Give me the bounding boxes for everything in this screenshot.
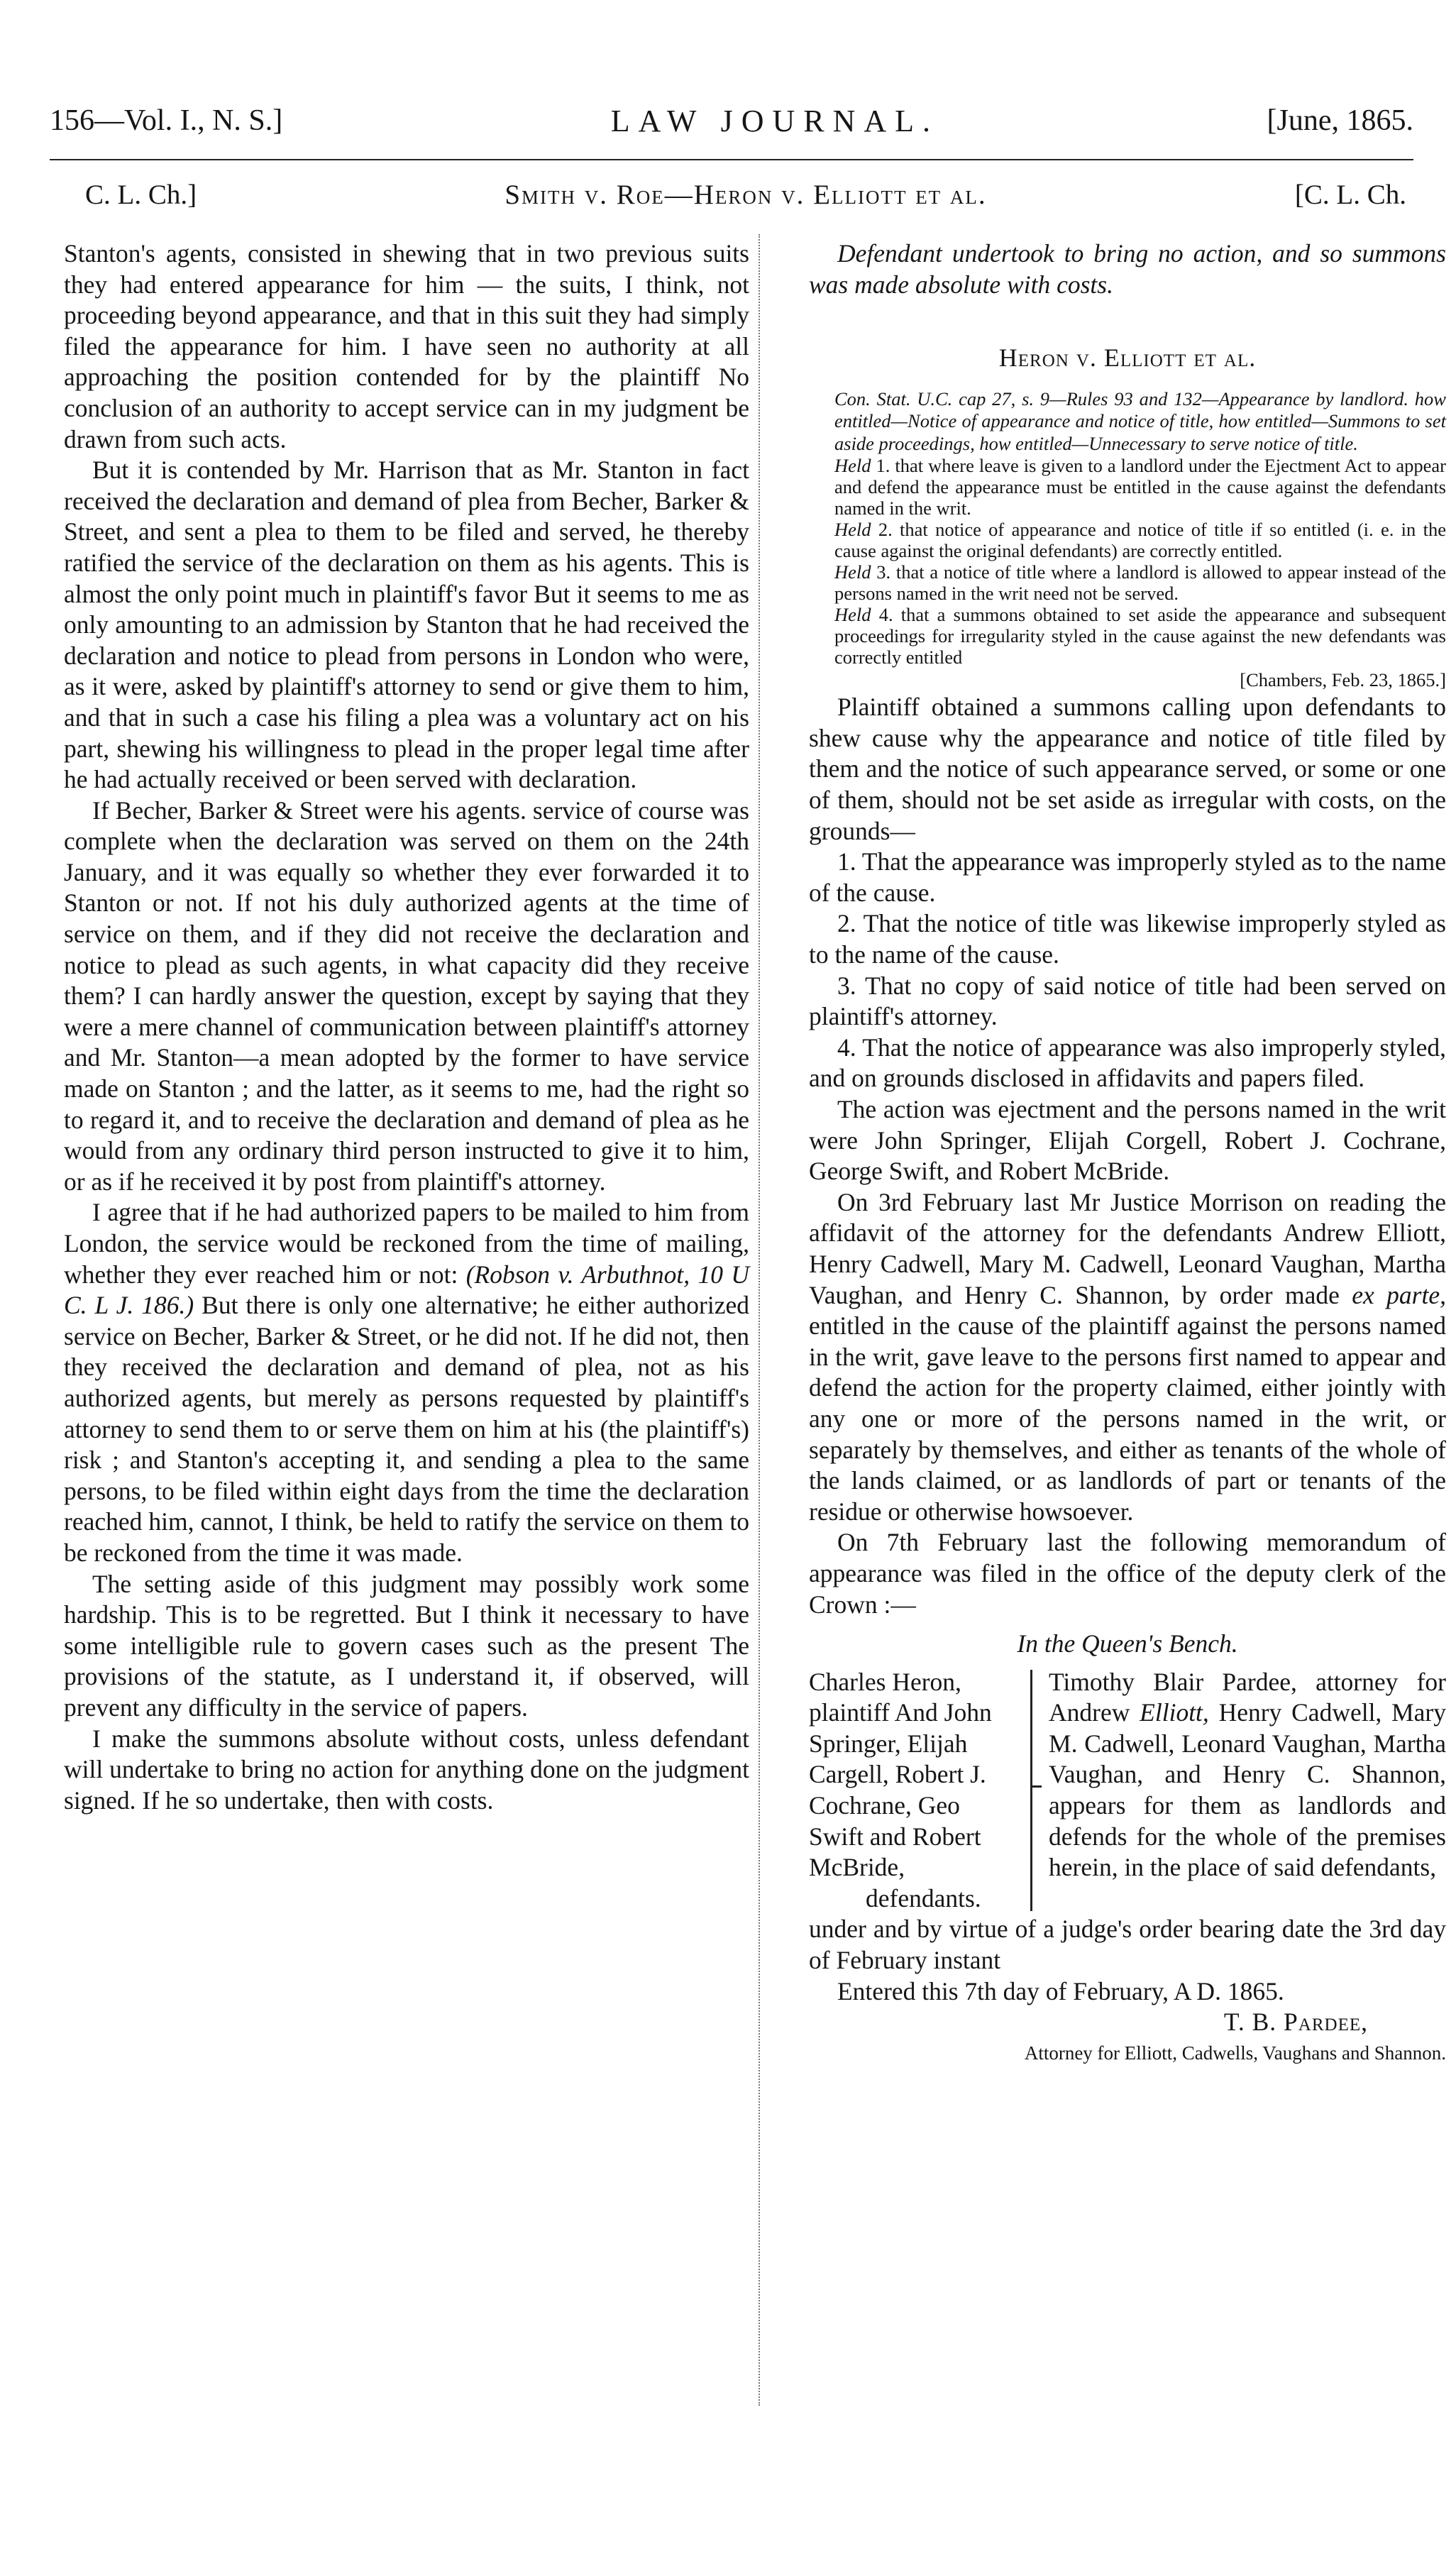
parties-text: Charles Heron, plaintiff And John Springer, Elijah Cargell, Robert J. Cochrane, Geo Swift and Robert McBride, [809, 1667, 992, 1882]
paragraph [64, 1197, 749, 1568]
paragraph [809, 1187, 1446, 1528]
paragraph: Plaintiff obtained a summons calling upon defendants to shew cause why the appearance and notice of title filed by them and the notice of such appearance served, or some or one of them, should not be set aside as irregular with costs, on the grounds— [809, 693, 1446, 845]
issue-date: [June, 1865. [1267, 104, 1413, 137]
holding [809, 604, 1446, 668]
court-name: In the Queen's Bench. [1017, 1629, 1238, 1658]
running-head [50, 98, 1413, 143]
entered-line: Entered this 7th day of February, A D. 1865. [837, 1976, 1284, 2005]
left-column [64, 238, 749, 1816]
journal-title: LAW JOURNAL. [610, 103, 939, 138]
holding-text: 1. that where leave is given to a landlord under the Ejectment Act to appear and defend the appearance must be entitled in the cause against the defendants named in the writ. [834, 455, 1447, 519]
paragraph: The action was ejectment and the persons named in the writ were John Springer, Elijah Corgell, Robert J. Cochrane, George Swift, and Robert McBride. [809, 1095, 1446, 1186]
ground-item: 3. That no copy of said notice of title had been served on plaintiff's attorney. [809, 971, 1446, 1031]
holding [809, 455, 1446, 519]
paragraph-text: But there is only one alternative; he either authorized service on Becher, Barker & Street, or he did not. If he did not, then they received the declaration and demand of plea, not as his authorized agents, but merely as persons requested by plaintiff's attorney to send them to or serve them on him at his (the plaintiff's) risk ; and Stanton's accepting it, and sending a plea to the same persons, to be filed within eight days from the time the declaration reached him, cannot, I think, be held to ratify the service on them to be reckoned from the time it was made. [64, 1291, 750, 1567]
paragraph-text: entitled in the cause of the plaintiff against the persons named in the writ, gave leave to the persons first named to appear and defend the action for the property claimed, either jointly with any one or more of the persons named in the writ, or separately by themselves, and either as tenants of the whole of the lands claimed, or as landlords of part or tenants of the residue or otherwise howsoever. [809, 1311, 1446, 1526]
paragraph: If Becher, Barker & Street were his agents. service of course was complete when the declaration was served on them on the 24th January, and it was equally so whether they ever forwarded it to Stanton or not. If not his duly authorized agents at the time of service on them, and if they did not receive the declaration and notice to plead as such agents, in what capacity did they receive them? I can hardly answer the question, except by saying that they were a mere channel of communication between plaintiff's attorney and Mr. Stanton—a mean adopted by the former to have service made on Stanton ; and the latter, as it seems to me, had the right so to regard it, and to receive the declaration and demand of plea as he would from any ordinary third person instructed to give it to him, or as if he received it by post from plaintiff's attorney. [64, 796, 749, 1196]
case-names: Smith v. Roe—Heron v. Elliott et al. [504, 179, 987, 210]
ground-item: 1. That the appearance was improperly styled as to the name of the cause. [809, 847, 1446, 907]
page-volume: 156—Vol. I., N. S.] [50, 104, 283, 137]
appearance-text: Timothy Blair Pardee, attorney for Andrew Elliott, Henry Cadwell, Mary M. Cadwell, Leonard Vaughan, Martha Vaughan, and Henry C. Shannon, appears for them as landlords and defends for the whole of the premises herein, in the place of said defendants, [1049, 1667, 1447, 1882]
paragraph: The setting aside of this judgment may possibly work some hardship. This is to be regretted. But I think it necessary to have some intelligible rule to govern cases such as the present The provisions of the statute, as I understand it, if observed, will prevent any difficulty in the service of papers. [64, 1569, 749, 1722]
headnote: Con. Stat. U.C. cap 27, s. 9—Rules 93 and 132—Appearance by landlord. how entitled—Notice of appearance and notice of title, how entitled—Summons to set aside proceedings, how entitled—Unnecessary to serve notice of title. [834, 387, 1446, 454]
column-divider [759, 234, 760, 2406]
signature-role: Attorney for Elliott, Cadwells, Vaughans and Shannon. [1024, 2042, 1446, 2064]
right-column [809, 238, 1446, 2069]
paragraph: I make the summons absolute without costs, unless defendant will undertake to bring no action for anything done on the judgment signed. If he so undertake, then with costs. [64, 1724, 749, 1815]
paragraph-text: I agree that if he had authorized papers to be mailed to him from London, the service would be reckoned from the time of mailing, whether they ever reached him or not: [64, 1198, 749, 1289]
holding [809, 519, 1446, 561]
parties-defendants: defendants. [866, 1883, 981, 1912]
paragraph: On 7th February last the following memorandum of appearance was filed in the office of the deputy clerk of the Crown :— [809, 1528, 1446, 1619]
case-title: Heron v. Elliott et al. [998, 343, 1257, 373]
ex-parte: ex parte, [1352, 1280, 1446, 1309]
ground-item: 4. That the notice of appearance was also improperly styled, and on grounds disclosed in affidavits and papers filed. [809, 1033, 1446, 1093]
holding-text: 4. that a summons obtained to set aside the appearance and subsequent proceedings for irregularity styled in the cause against the new defendants was correctly entitled [834, 604, 1446, 668]
court-right: [C. L. Ch. [1294, 179, 1406, 210]
ground-item: 2. That the notice of title was likewise improperly styled as to the name of the cause. [809, 909, 1446, 969]
elliott: Elliott, [1140, 1698, 1209, 1727]
appearance-memorandum [809, 1667, 1446, 1915]
chambers-citation: [Chambers, Feb. 23, 1865.] [1240, 669, 1446, 691]
holding-label: Held [834, 519, 871, 541]
signature: T. B. Pardee, [1223, 2008, 1368, 2037]
header-rule [50, 159, 1413, 160]
court-left: C. L. Ch.] [85, 179, 197, 210]
paragraph: But it is contended by Mr. Harrison that as Mr. Stanton in fact received the declaration and demand of plea from Becher, Barker & Street, and sent a plea to them to be filed and served, he thereby ratified the service of the declaration on them as his agents. This is almost the only point much in plaintiff's favor But it seems to me as only amounting to an admission by Stanton that he had received the declaration and notice to plead from persons in London who were, as it were, asked by plaintiff's attorney to send or give them to him, and that in such a case his filing a plea was a voluntary act on his part, shewing his willingness to plead in the proper legal time after he had actually received or been served with declaration. [64, 456, 749, 794]
sub-head [85, 175, 1406, 214]
paragraph: under and by virtue of a judge's order bearing date the 3rd day of February instant [809, 1915, 1446, 1975]
parties-block [809, 1667, 1020, 1915]
paragraph: Defendant undertook to bring no action, and so summons was made absolute with costs. [809, 239, 1446, 299]
holding-label: Held [834, 604, 871, 626]
paragraph: Stanton's agents, consisted in shewing that in two previous suits they had entered appearance for him — the suits, I think, not proceeding beyond appearance, and that in this suit they had simply filed the appearance for him. I have seen no authority at all approaching the position contended for by the plaintiff No conclusion of an authority to accept service can in my judgment be drawn from such acts. [64, 239, 749, 453]
holding-text: 3. that a notice of title where a landlord is allowed to appear instead of the persons named in the writ need not be served. [834, 561, 1447, 605]
case-citation: (Robson v. Arbuthnot, 10 U C. L J. 186.) [64, 1260, 750, 1320]
holding-label: Held [834, 561, 871, 583]
grounds-list [809, 847, 1446, 1094]
holding-text: 2. that notice of appearance and notice of title if so entitled (i. e. in the cause against the original defendants) are correctly entitled. [834, 519, 1446, 562]
holding [809, 561, 1446, 604]
paragraph-text: On 3rd February last Mr Justice Morrison on reading the affidavit of the attorney for the defendants Andrew Elliott, Henry Cadwell, Mary M. Cadwell, Leonard Vaughan, Martha Vaughan, and Henry C. Shannon, by order made [809, 1187, 1446, 1309]
brace [1020, 1667, 1049, 1915]
holding-label: Held [834, 455, 871, 477]
